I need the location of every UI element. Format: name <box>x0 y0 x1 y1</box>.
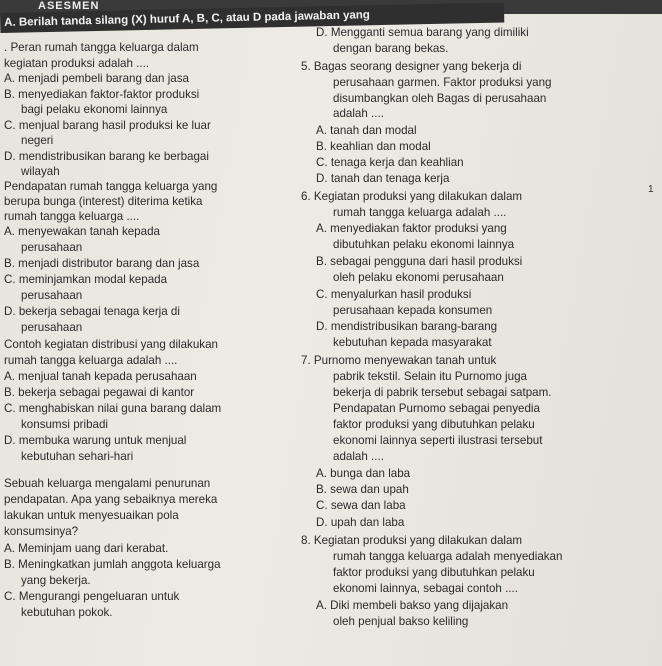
right-text-line: 8. Kegiatan produksi yang dilakukan dalam <box>301 534 523 547</box>
left-text-line: rumah tangga keluarga adalah .... <box>4 354 178 367</box>
left-text-line: D. membuka warung untuk menjual <box>4 434 187 447</box>
right-text-line: B. keahlian dan modal <box>316 140 431 153</box>
left-text-line: konsumsi pribadi <box>21 418 108 431</box>
left-text-line: C. menghabiskan nilai guna barang dalam <box>4 402 222 415</box>
right-text-line: pabrik tekstil. Selain itu Purnomo juga <box>333 370 527 383</box>
right-text-line: dibutuhkan pelaku ekonomi lainnya <box>333 238 515 251</box>
right-text-line: disumbangkan oleh Bagas di perusahaan <box>333 92 547 105</box>
left-text-line: bagi pelaku ekonomi lainnya <box>21 103 168 116</box>
right-text-line: bekerja di pabrik tersebut sebagai satpam. <box>333 386 552 399</box>
left-text-line: C. menjual barang hasil produksi ke luar <box>4 119 211 132</box>
edge-page-mark: 1 <box>648 184 654 195</box>
left-text-line: kebutuhan pokok. <box>21 606 113 619</box>
section-instruction-header: A. Berilah tanda silang (X) huruf A, B, C, atau D pada jawaban yang <box>0 2 504 33</box>
left-text-line: D. mendistribusikan barang ke berbagai <box>4 150 209 163</box>
left-text-line: kegiatan produksi adalah .... <box>4 57 150 70</box>
left-text-line: berupa bunga (interest) diterima ketika <box>4 195 203 208</box>
left-text-line: B. bekerja sebagai pegawai di kantor <box>4 386 195 399</box>
right-text-line: adalah .... <box>333 450 384 463</box>
left-text-line: C. Mengurangi pengeluaran untuk <box>4 590 180 603</box>
right-text-line: D. Mengganti semua barang yang dimiliki <box>316 26 529 39</box>
left-text-line: rumah tangga keluarga .... <box>4 210 140 223</box>
left-text-line: negeri <box>21 134 54 147</box>
left-text-line: perusahaan <box>21 289 83 302</box>
right-text-line: perusahaan garmen. Faktor produksi yang <box>333 76 552 89</box>
right-text-line: rumah tangga keluarga adalah .... <box>333 206 507 219</box>
right-text-line: A. bunga dan laba <box>316 467 411 480</box>
right-text-line: oleh pelaku ekonomi perusahaan <box>333 271 504 284</box>
left-text-line: wilayah <box>21 165 60 178</box>
left-text-line: A. menyewakan tanah kepada <box>4 225 160 238</box>
right-text-line: 6. Kegiatan produksi yang dilakukan dalam <box>301 190 523 203</box>
left-text-line: kebutuhan sehari-hari <box>21 450 134 463</box>
right-text-line: perusahaan kepada konsumen <box>333 304 493 317</box>
right-text-line: D. mendistribusikan barang-barang <box>316 320 498 333</box>
right-text-line: 7. Purnomo menyewakan tanah untuk <box>301 354 497 367</box>
right-text-line: A. tanah dan modal <box>316 124 417 137</box>
right-text-line: C. menyalurkan hasil produksi <box>316 288 472 301</box>
left-text-line: konsumsinya? <box>4 525 79 538</box>
right-text-line: C. tenaga kerja dan keahlian <box>316 156 464 169</box>
left-text-line: A. menjual tanah kepada perusahaan <box>4 370 197 383</box>
left-text-line: lakukan untuk menyesuaikan pola <box>4 509 179 522</box>
left-text-line: perusahaan <box>21 241 83 254</box>
right-text-line: Pendapatan Purnomo sebagai penyedia <box>333 402 540 415</box>
left-text-line: D. bekerja sebagai tenaga kerja di <box>4 305 180 318</box>
right-text-line: D. upah dan laba <box>316 516 405 529</box>
left-text-line: Contoh kegiatan distribusi yang dilakukan <box>4 338 218 351</box>
left-text-line: pendapatan. Apa yang sebaiknya mereka <box>4 493 218 506</box>
right-text-line: dengan barang bekas. <box>333 42 449 55</box>
left-text-line: Sebuah keluarga mengalami penurunan <box>4 477 211 490</box>
right-text-line: adalah .... <box>333 107 384 120</box>
right-text-line: 5. Bagas seorang designer yang bekerja di <box>301 60 522 73</box>
left-text-line: perusahaan <box>21 321 83 334</box>
right-text-line: oleh penjual bakso keliling <box>333 615 469 628</box>
left-text-line: Pendapatan rumah tangga keluarga yang <box>4 180 218 193</box>
right-text-line: faktor produksi yang dibutuhkan pelaku <box>333 418 535 431</box>
right-text-line: A. menyediakan faktor produksi yang <box>316 222 507 235</box>
left-text-line: C. meminjamkan modal kepada <box>4 273 168 286</box>
left-text-line: B. Meningkatkan jumlah anggota keluarga <box>4 558 221 571</box>
right-text-line: ekonomi lainnya seperti ilustrasi tersebut <box>333 434 543 447</box>
left-text-line: yang bekerja. <box>21 574 91 587</box>
right-text-line: faktor produksi yang dibutuhkan pelaku <box>333 566 535 579</box>
left-text-line: B. menjadi distributor barang dan jasa <box>4 257 200 270</box>
right-text-line: B. sewa dan upah <box>316 483 409 496</box>
left-text-line: B. menyediakan faktor-faktor produksi <box>4 88 200 101</box>
left-text-line: A. menjadi pembeli barang dan jasa <box>4 72 189 85</box>
right-text-line: ekonomi lainnya, sebagai contoh .... <box>333 582 518 595</box>
right-text-line: A. Diki membeli bakso yang dijajakan <box>316 599 509 612</box>
right-text-line: D. tanah dan tenaga kerja <box>316 172 450 185</box>
left-text-line: A. Meminjam uang dari kerabat. <box>4 542 169 555</box>
right-text-line: kebutuhan kepada masyarakat <box>333 336 492 349</box>
right-text-line: rumah tangga keluarga adalah menyediakan <box>333 550 563 563</box>
header-logo: ASESMEN <box>38 0 100 12</box>
left-text-line: . Peran rumah tangga keluarga dalam <box>4 41 199 54</box>
right-text-line: B. sebagai pengguna dari hasil produksi <box>316 255 523 268</box>
right-text-line: C. sewa dan laba <box>316 499 406 512</box>
